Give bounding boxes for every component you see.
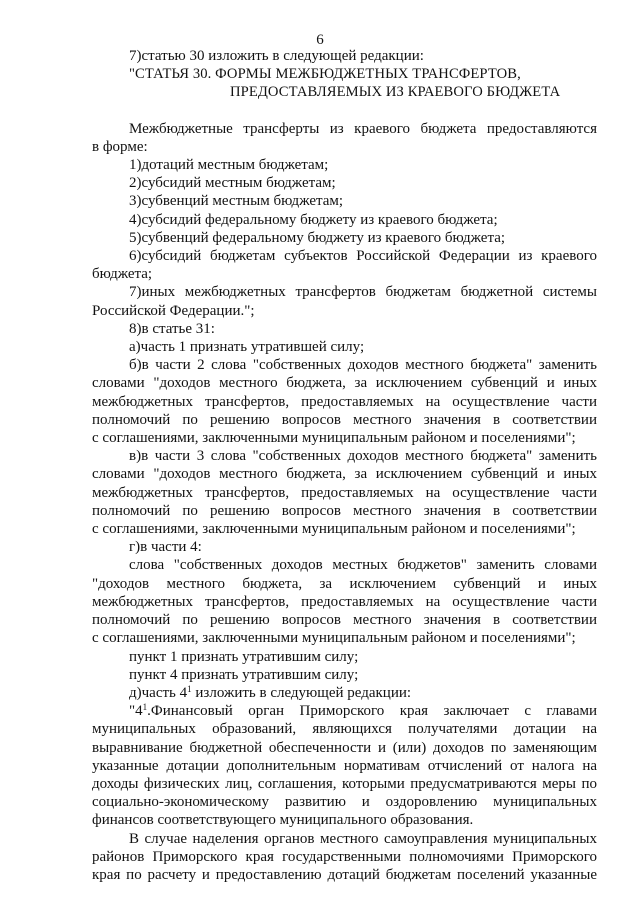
text-line: 1)дотаций местным бюджетам; <box>129 157 329 174</box>
text-line: д)часть $4^1$ изложить в следующей редакции: <box>129 683 412 701</box>
text-line: социально-экономическому развитию и оздоровлению муниципальных <box>92 794 597 811</box>
text-line: г)в части 4: <box>129 539 202 556</box>
text-line: В случае наделения органов местного самоуправления муниципальных <box>129 830 597 847</box>
text-line: 3)субвенций местным бюджетам; <box>129 193 344 210</box>
text-line: края по расчету и предоставлению дотаций бюджетам поселений указанные <box>92 866 597 883</box>
text-line: бюджета; <box>92 266 153 283</box>
text-line: б)в части 2 слова "собственных доходов местного бюджета" заменить <box>129 357 597 374</box>
text-line: с соглашениями, заключенными муниципальным районом и поселениями"; <box>92 521 576 538</box>
text-line: "СТАТЬЯ 30. ФОРМЫ МЕЖБЮДЖЕТНЫХ ТРАНСФЕРТОВ, <box>129 66 521 83</box>
text-line: слова "собственных доходов местных бюджетов" заменить словами <box>129 557 597 574</box>
text-line: словами "доходов местного бюджета, за исключением субвенций и иных <box>92 466 597 483</box>
text-line: 7)статью 30 изложить в следующей редакции: <box>129 48 424 64</box>
text-line: 6)субсидий бюджетам субъектов Российской Федерации из краевого <box>129 248 597 265</box>
text-line: словами "доходов местного бюджета, за исключением субвенций и иных <box>92 375 597 392</box>
text-line: полномочий по решению вопросов местного значения в соответствии <box>92 411 597 428</box>
text-line: межбюджетных трансфертов, предоставляемых на осуществление части <box>92 593 597 610</box>
text-line: Российской Федерации."; <box>92 302 255 319</box>
text-line: 2)субсидий местным бюджетам; <box>129 175 336 192</box>
superscript: 1 <box>142 702 148 713</box>
text-line: межбюджетных трансфертов, предоставляемых на осуществление части <box>92 484 597 501</box>
text-line: полномочий по решению вопросов местного значения в соответствии <box>92 612 597 629</box>
text-line: пункт 1 признать утратившим силу; <box>129 648 359 665</box>
text-line: муниципальных образований, являющихся получателями дотации на <box>92 721 597 738</box>
text-line: финансов соответствующего муниципального образования. <box>92 812 474 829</box>
text-line: в форме: <box>92 138 148 155</box>
text-line: Межбюджетные трансферты из краевого бюджета предоставляются <box>129 120 597 137</box>
text-line: межбюджетных трансфертов, предоставляемых на осуществление части <box>92 393 597 410</box>
text-line: 8)в статье 31: <box>129 320 215 337</box>
text-line: 5)субвенций федеральному бюджету из краевого бюджета; <box>129 229 506 246</box>
text-line: "$4^1.Финансовый$ орган Приморского края заключает с главами <box>129 702 597 720</box>
text-line: ПРЕДОСТАВЛЯЕМЫХ ИЗ КРАЕВОГО БЮДЖЕТА <box>230 84 561 101</box>
text-line: в)в части 3 слова "собственных доходов местного бюджета" заменить <box>129 448 597 465</box>
text-line: 4)субсидий федеральному бюджету из краевого бюджета; <box>129 211 498 228</box>
text-line: 7)иных межбюджетных трансфертов бюджетам бюджетной системы <box>129 284 597 301</box>
text-line: полномочий по решению вопросов местного значения в соответствии <box>92 502 597 519</box>
text-line: выравнивание бюджетной обеспеченности и (или) доходов по заменяющим <box>92 739 597 756</box>
text-line: районов Приморского края государственными полномочиями Приморского <box>92 848 597 865</box>
text-line: указанные дотации дополнительным нормативам отчислений от налога на <box>92 757 597 774</box>
text-line: пункт 4 признать утратившим силу; <box>129 666 359 683</box>
text-line: а)часть 1 признать утратившей силу; <box>129 339 365 356</box>
text-line: доходы физических лиц, соглашения, которыми предусматриваются меры по <box>92 775 597 792</box>
page-number: 6 <box>316 32 324 48</box>
text-line: с соглашениями, заключенными муниципальным районом и поселениями"; <box>92 630 576 647</box>
superscript: 1 <box>187 683 192 694</box>
text-line: с соглашениями, заключенными муниципальным районом и поселениями"; <box>92 430 576 447</box>
text-line: "доходов местного бюджета, за исключением субвенций и иных <box>92 575 597 592</box>
document-body <box>92 47 597 884</box>
